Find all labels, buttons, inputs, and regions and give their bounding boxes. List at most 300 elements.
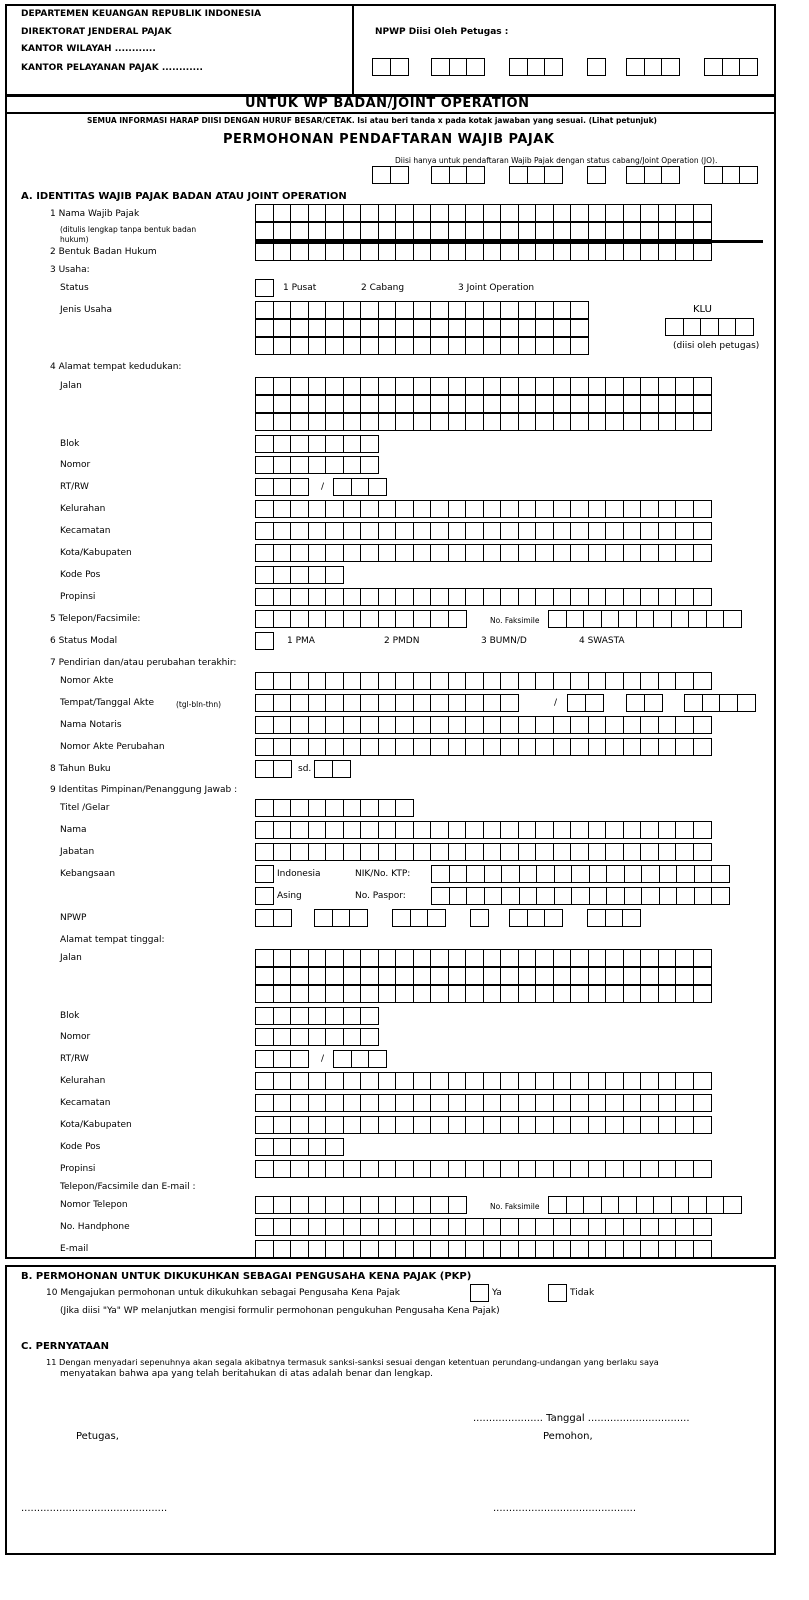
char-box[interactable]: [325, 435, 344, 453]
char-box[interactable]: [658, 377, 677, 395]
char-box[interactable]: [413, 222, 432, 240]
char-box[interactable]: [605, 1240, 624, 1258]
char-box[interactable]: [640, 1240, 659, 1258]
char-box[interactable]: [518, 395, 537, 413]
char-box[interactable]: [623, 967, 642, 985]
char-box[interactable]: [308, 435, 327, 453]
char-box[interactable]: [378, 843, 397, 861]
char-box[interactable]: [535, 716, 554, 734]
char-box[interactable]: [430, 1196, 449, 1214]
char-box[interactable]: [255, 738, 274, 756]
char-box[interactable]: [314, 909, 333, 927]
char-box[interactable]: [273, 301, 292, 319]
char-box[interactable]: [570, 1160, 589, 1178]
char-box[interactable]: [410, 909, 429, 927]
char-box[interactable]: [395, 522, 414, 540]
char-box[interactable]: [378, 716, 397, 734]
char-box[interactable]: [308, 301, 327, 319]
char-box[interactable]: [588, 588, 607, 606]
char-box[interactable]: [653, 1196, 672, 1214]
char-box[interactable]: [430, 522, 449, 540]
char-box[interactable]: [623, 544, 642, 562]
char-box[interactable]: [378, 522, 397, 540]
char-box[interactable]: [527, 909, 546, 927]
char-box[interactable]: [571, 865, 590, 883]
char-box[interactable]: [290, 821, 309, 839]
char-box[interactable]: [413, 1240, 432, 1258]
char-box[interactable]: [702, 694, 721, 712]
char-box[interactable]: [518, 716, 537, 734]
char-box[interactable]: [570, 1116, 589, 1134]
char-box[interactable]: [448, 522, 467, 540]
char-box[interactable]: [693, 413, 712, 431]
char-box[interactable]: [483, 395, 502, 413]
char-box[interactable]: [308, 377, 327, 395]
char-box[interactable]: [255, 865, 274, 883]
char-box[interactable]: [623, 522, 642, 540]
char-box[interactable]: [535, 967, 554, 985]
char-box[interactable]: [360, 1028, 379, 1046]
char-box[interactable]: [658, 985, 677, 1003]
char-box[interactable]: [255, 1196, 274, 1214]
char-box[interactable]: [553, 377, 572, 395]
char-box[interactable]: [395, 500, 414, 518]
char-box[interactable]: [675, 500, 694, 518]
char-box[interactable]: [430, 500, 449, 518]
char-box[interactable]: [618, 1196, 637, 1214]
char-box[interactable]: [483, 967, 502, 985]
char-box[interactable]: [290, 337, 309, 355]
char-box[interactable]: [255, 588, 274, 606]
char-box[interactable]: [413, 1218, 432, 1236]
char-box[interactable]: [378, 337, 397, 355]
char-box[interactable]: [255, 821, 274, 839]
char-box[interactable]: [640, 395, 659, 413]
char-box[interactable]: [466, 887, 485, 905]
char-box[interactable]: [448, 395, 467, 413]
char-box[interactable]: [325, 588, 344, 606]
char-box[interactable]: [605, 204, 624, 222]
char-box[interactable]: [255, 1028, 274, 1046]
char-box[interactable]: [290, 566, 309, 584]
char-box[interactable]: [640, 1160, 659, 1178]
char-box[interactable]: [255, 1116, 274, 1134]
char-box[interactable]: [325, 1072, 344, 1090]
char-box[interactable]: [465, 243, 484, 261]
char-box[interactable]: [500, 1116, 519, 1134]
char-box[interactable]: [640, 222, 659, 240]
char-box[interactable]: [360, 799, 379, 817]
char-box[interactable]: [706, 610, 725, 628]
char-box[interactable]: [378, 243, 397, 261]
char-box[interactable]: [483, 544, 502, 562]
char-box[interactable]: [273, 588, 292, 606]
char-box[interactable]: [588, 1116, 607, 1134]
char-box[interactable]: [325, 1218, 344, 1236]
char-box[interactable]: [658, 500, 677, 518]
char-box[interactable]: [704, 58, 723, 76]
char-box[interactable]: [378, 222, 397, 240]
char-box[interactable]: [308, 1072, 327, 1090]
char-box[interactable]: [658, 222, 677, 240]
char-box[interactable]: [704, 166, 723, 184]
char-box[interactable]: [500, 694, 519, 712]
char-box[interactable]: [448, 1094, 467, 1112]
char-box[interactable]: [658, 204, 677, 222]
char-box[interactable]: [273, 672, 292, 690]
char-box[interactable]: [273, 1138, 292, 1156]
char-box[interactable]: [290, 1116, 309, 1134]
char-box[interactable]: [360, 395, 379, 413]
char-box[interactable]: [470, 1284, 489, 1302]
char-box[interactable]: [325, 566, 344, 584]
char-box[interactable]: [618, 610, 637, 628]
char-box[interactable]: [343, 1196, 362, 1214]
char-box[interactable]: [675, 672, 694, 690]
char-box[interactable]: [360, 843, 379, 861]
char-box[interactable]: [343, 843, 362, 861]
char-box[interactable]: [390, 58, 409, 76]
char-box[interactable]: [308, 319, 327, 337]
char-box[interactable]: [430, 694, 449, 712]
char-box[interactable]: [518, 738, 537, 756]
char-box[interactable]: [589, 887, 608, 905]
char-box[interactable]: [360, 456, 379, 474]
char-box[interactable]: [509, 909, 528, 927]
char-box[interactable]: [605, 588, 624, 606]
char-box[interactable]: [518, 204, 537, 222]
char-box[interactable]: [343, 821, 362, 839]
char-box[interactable]: [465, 204, 484, 222]
char-box[interactable]: [360, 967, 379, 985]
char-box[interactable]: [483, 949, 502, 967]
char-box[interactable]: [325, 1240, 344, 1258]
char-box[interactable]: [255, 1160, 274, 1178]
char-box[interactable]: [465, 588, 484, 606]
char-box[interactable]: [290, 716, 309, 734]
char-box[interactable]: [255, 967, 274, 985]
char-box[interactable]: [676, 865, 695, 883]
char-box[interactable]: [392, 909, 411, 927]
char-box[interactable]: [588, 949, 607, 967]
char-box[interactable]: [273, 522, 292, 540]
char-box[interactable]: [605, 413, 624, 431]
char-box[interactable]: [624, 865, 643, 883]
char-box[interactable]: [413, 319, 432, 337]
char-box[interactable]: [360, 821, 379, 839]
char-box[interactable]: [343, 1218, 362, 1236]
char-box[interactable]: [255, 1072, 274, 1090]
char-box[interactable]: [413, 337, 432, 355]
char-box[interactable]: [465, 413, 484, 431]
char-box[interactable]: [413, 843, 432, 861]
char-box[interactable]: [675, 1072, 694, 1090]
char-box[interactable]: [255, 1094, 274, 1112]
char-box[interactable]: [640, 243, 659, 261]
char-box[interactable]: [536, 865, 555, 883]
char-box[interactable]: [308, 672, 327, 690]
char-box[interactable]: [527, 166, 546, 184]
char-box[interactable]: [483, 738, 502, 756]
char-box[interactable]: [588, 1240, 607, 1258]
char-box[interactable]: [273, 337, 292, 355]
char-box[interactable]: [413, 610, 432, 628]
char-box[interactable]: [640, 967, 659, 985]
char-box[interactable]: [570, 588, 589, 606]
char-box[interactable]: [395, 1072, 414, 1090]
char-box[interactable]: [343, 672, 362, 690]
char-box[interactable]: [430, 985, 449, 1003]
char-box[interactable]: [255, 478, 274, 496]
char-box[interactable]: [588, 222, 607, 240]
char-box[interactable]: [518, 522, 537, 540]
char-box[interactable]: [255, 1138, 274, 1156]
char-box[interactable]: [448, 337, 467, 355]
char-box[interactable]: [567, 694, 586, 712]
char-box[interactable]: [535, 985, 554, 1003]
char-box[interactable]: [605, 716, 624, 734]
char-box[interactable]: [661, 58, 680, 76]
char-box[interactable]: [343, 395, 362, 413]
char-box[interactable]: [290, 694, 309, 712]
char-box[interactable]: [360, 1160, 379, 1178]
char-box[interactable]: [658, 821, 677, 839]
char-box[interactable]: [605, 1094, 624, 1112]
char-box[interactable]: [325, 395, 344, 413]
char-box[interactable]: [255, 319, 274, 337]
char-box[interactable]: [483, 337, 502, 355]
char-box[interactable]: [588, 500, 607, 518]
char-box[interactable]: [395, 319, 414, 337]
char-box[interactable]: [605, 500, 624, 518]
char-box[interactable]: [626, 694, 645, 712]
char-box[interactable]: [290, 319, 309, 337]
char-box[interactable]: [395, 821, 414, 839]
char-box[interactable]: [430, 738, 449, 756]
char-box[interactable]: [553, 672, 572, 690]
char-box[interactable]: [500, 377, 519, 395]
char-box[interactable]: [448, 301, 467, 319]
char-box[interactable]: [566, 610, 585, 628]
char-box[interactable]: [466, 58, 485, 76]
char-box[interactable]: [570, 1072, 589, 1090]
char-box[interactable]: [554, 865, 573, 883]
char-box[interactable]: [465, 949, 484, 967]
char-box[interactable]: [700, 318, 719, 336]
char-box[interactable]: [290, 544, 309, 562]
char-box[interactable]: [395, 413, 414, 431]
char-box[interactable]: [483, 222, 502, 240]
char-box[interactable]: [395, 204, 414, 222]
char-box[interactable]: [325, 949, 344, 967]
char-box[interactable]: [273, 319, 292, 337]
char-box[interactable]: [535, 738, 554, 756]
char-box[interactable]: [325, 337, 344, 355]
char-box[interactable]: [395, 377, 414, 395]
char-box[interactable]: [360, 985, 379, 1003]
char-box[interactable]: [553, 413, 572, 431]
char-box[interactable]: [570, 522, 589, 540]
char-box[interactable]: [518, 843, 537, 861]
char-box[interactable]: [325, 413, 344, 431]
char-box[interactable]: [570, 1240, 589, 1258]
char-box[interactable]: [483, 522, 502, 540]
char-box[interactable]: [448, 716, 467, 734]
char-box[interactable]: [688, 610, 707, 628]
char-box[interactable]: [483, 377, 502, 395]
char-box[interactable]: [308, 949, 327, 967]
char-box[interactable]: [675, 716, 694, 734]
char-box[interactable]: [255, 395, 274, 413]
char-box[interactable]: [378, 949, 397, 967]
char-box[interactable]: [395, 1240, 414, 1258]
char-box[interactable]: [535, 1160, 554, 1178]
char-box[interactable]: [739, 166, 758, 184]
char-box[interactable]: [325, 301, 344, 319]
char-box[interactable]: [413, 821, 432, 839]
char-box[interactable]: [255, 909, 274, 927]
char-box[interactable]: [255, 1240, 274, 1258]
char-box[interactable]: [448, 222, 467, 240]
char-box[interactable]: [430, 967, 449, 985]
char-box[interactable]: [548, 1284, 567, 1302]
char-box[interactable]: [343, 456, 362, 474]
char-box[interactable]: [693, 1094, 712, 1112]
char-box[interactable]: [636, 610, 655, 628]
char-box[interactable]: [378, 395, 397, 413]
char-box[interactable]: [308, 413, 327, 431]
char-box[interactable]: [378, 204, 397, 222]
char-box[interactable]: [626, 166, 645, 184]
char-box[interactable]: [290, 478, 309, 496]
char-box[interactable]: [675, 1218, 694, 1236]
char-box[interactable]: [273, 716, 292, 734]
char-box[interactable]: [588, 1160, 607, 1178]
char-box[interactable]: [587, 58, 606, 76]
char-box[interactable]: [378, 1116, 397, 1134]
char-box[interactable]: [693, 738, 712, 756]
char-box[interactable]: [570, 319, 589, 337]
char-box[interactable]: [343, 522, 362, 540]
char-box[interactable]: [448, 843, 467, 861]
char-box[interactable]: [500, 319, 519, 337]
char-box[interactable]: [255, 435, 274, 453]
char-box[interactable]: [395, 1218, 414, 1236]
char-box[interactable]: [430, 949, 449, 967]
char-box[interactable]: [465, 500, 484, 518]
char-box[interactable]: [500, 301, 519, 319]
char-box[interactable]: [465, 716, 484, 734]
char-box[interactable]: [500, 949, 519, 967]
char-box[interactable]: [255, 799, 274, 817]
char-box[interactable]: [290, 1050, 309, 1068]
char-box[interactable]: [378, 1240, 397, 1258]
char-box[interactable]: [290, 1218, 309, 1236]
char-box[interactable]: [553, 395, 572, 413]
char-box[interactable]: [500, 967, 519, 985]
char-box[interactable]: [737, 694, 756, 712]
char-box[interactable]: [427, 909, 446, 927]
char-box[interactable]: [623, 1240, 642, 1258]
char-box[interactable]: [343, 588, 362, 606]
char-box[interactable]: [693, 1160, 712, 1178]
char-box[interactable]: [553, 949, 572, 967]
char-box[interactable]: [360, 1218, 379, 1236]
char-box[interactable]: [395, 985, 414, 1003]
char-box[interactable]: [343, 1007, 362, 1025]
char-box[interactable]: [343, 1160, 362, 1178]
char-box[interactable]: [308, 738, 327, 756]
char-box[interactable]: [500, 1240, 519, 1258]
char-box[interactable]: [343, 377, 362, 395]
char-box[interactable]: [500, 204, 519, 222]
char-box[interactable]: [483, 985, 502, 1003]
char-box[interactable]: [605, 1160, 624, 1178]
char-box[interactable]: [483, 1116, 502, 1134]
char-box[interactable]: [273, 1028, 292, 1046]
char-box[interactable]: [570, 843, 589, 861]
char-box[interactable]: [430, 319, 449, 337]
char-box[interactable]: [500, 395, 519, 413]
char-box[interactable]: [378, 319, 397, 337]
char-box[interactable]: [360, 610, 379, 628]
char-box[interactable]: [378, 799, 397, 817]
char-box[interactable]: [378, 413, 397, 431]
char-box[interactable]: [448, 588, 467, 606]
char-box[interactable]: [605, 672, 624, 690]
char-box[interactable]: [570, 949, 589, 967]
char-box[interactable]: [255, 672, 274, 690]
signature-line-pemohon[interactable]: .............................................: [493, 1503, 637, 1514]
char-box[interactable]: [553, 222, 572, 240]
char-box[interactable]: [693, 544, 712, 562]
char-box[interactable]: [570, 1094, 589, 1112]
char-box[interactable]: [722, 166, 741, 184]
char-box[interactable]: [395, 949, 414, 967]
char-box[interactable]: [325, 222, 344, 240]
char-box[interactable]: [448, 949, 467, 967]
char-box[interactable]: [500, 500, 519, 518]
char-box[interactable]: [465, 319, 484, 337]
char-box[interactable]: [588, 395, 607, 413]
char-box[interactable]: [588, 1072, 607, 1090]
char-box[interactable]: [653, 610, 672, 628]
char-box[interactable]: [273, 204, 292, 222]
char-box[interactable]: [500, 672, 519, 690]
char-box[interactable]: [360, 377, 379, 395]
char-box[interactable]: [360, 1240, 379, 1258]
char-box[interactable]: [675, 377, 694, 395]
char-box[interactable]: [413, 204, 432, 222]
char-box[interactable]: [255, 716, 274, 734]
char-box[interactable]: [509, 58, 528, 76]
char-box[interactable]: [535, 1240, 554, 1258]
char-box[interactable]: [273, 1196, 292, 1214]
char-box[interactable]: [448, 1218, 467, 1236]
char-box[interactable]: [255, 1007, 274, 1025]
char-box[interactable]: [640, 500, 659, 518]
char-box[interactable]: [273, 949, 292, 967]
char-box[interactable]: [675, 413, 694, 431]
char-box[interactable]: [605, 1218, 624, 1236]
char-box[interactable]: [430, 716, 449, 734]
char-box[interactable]: [605, 522, 624, 540]
char-box[interactable]: [360, 1094, 379, 1112]
char-box[interactable]: [483, 694, 502, 712]
char-box[interactable]: [308, 799, 327, 817]
char-box[interactable]: [658, 1072, 677, 1090]
char-box[interactable]: [658, 413, 677, 431]
